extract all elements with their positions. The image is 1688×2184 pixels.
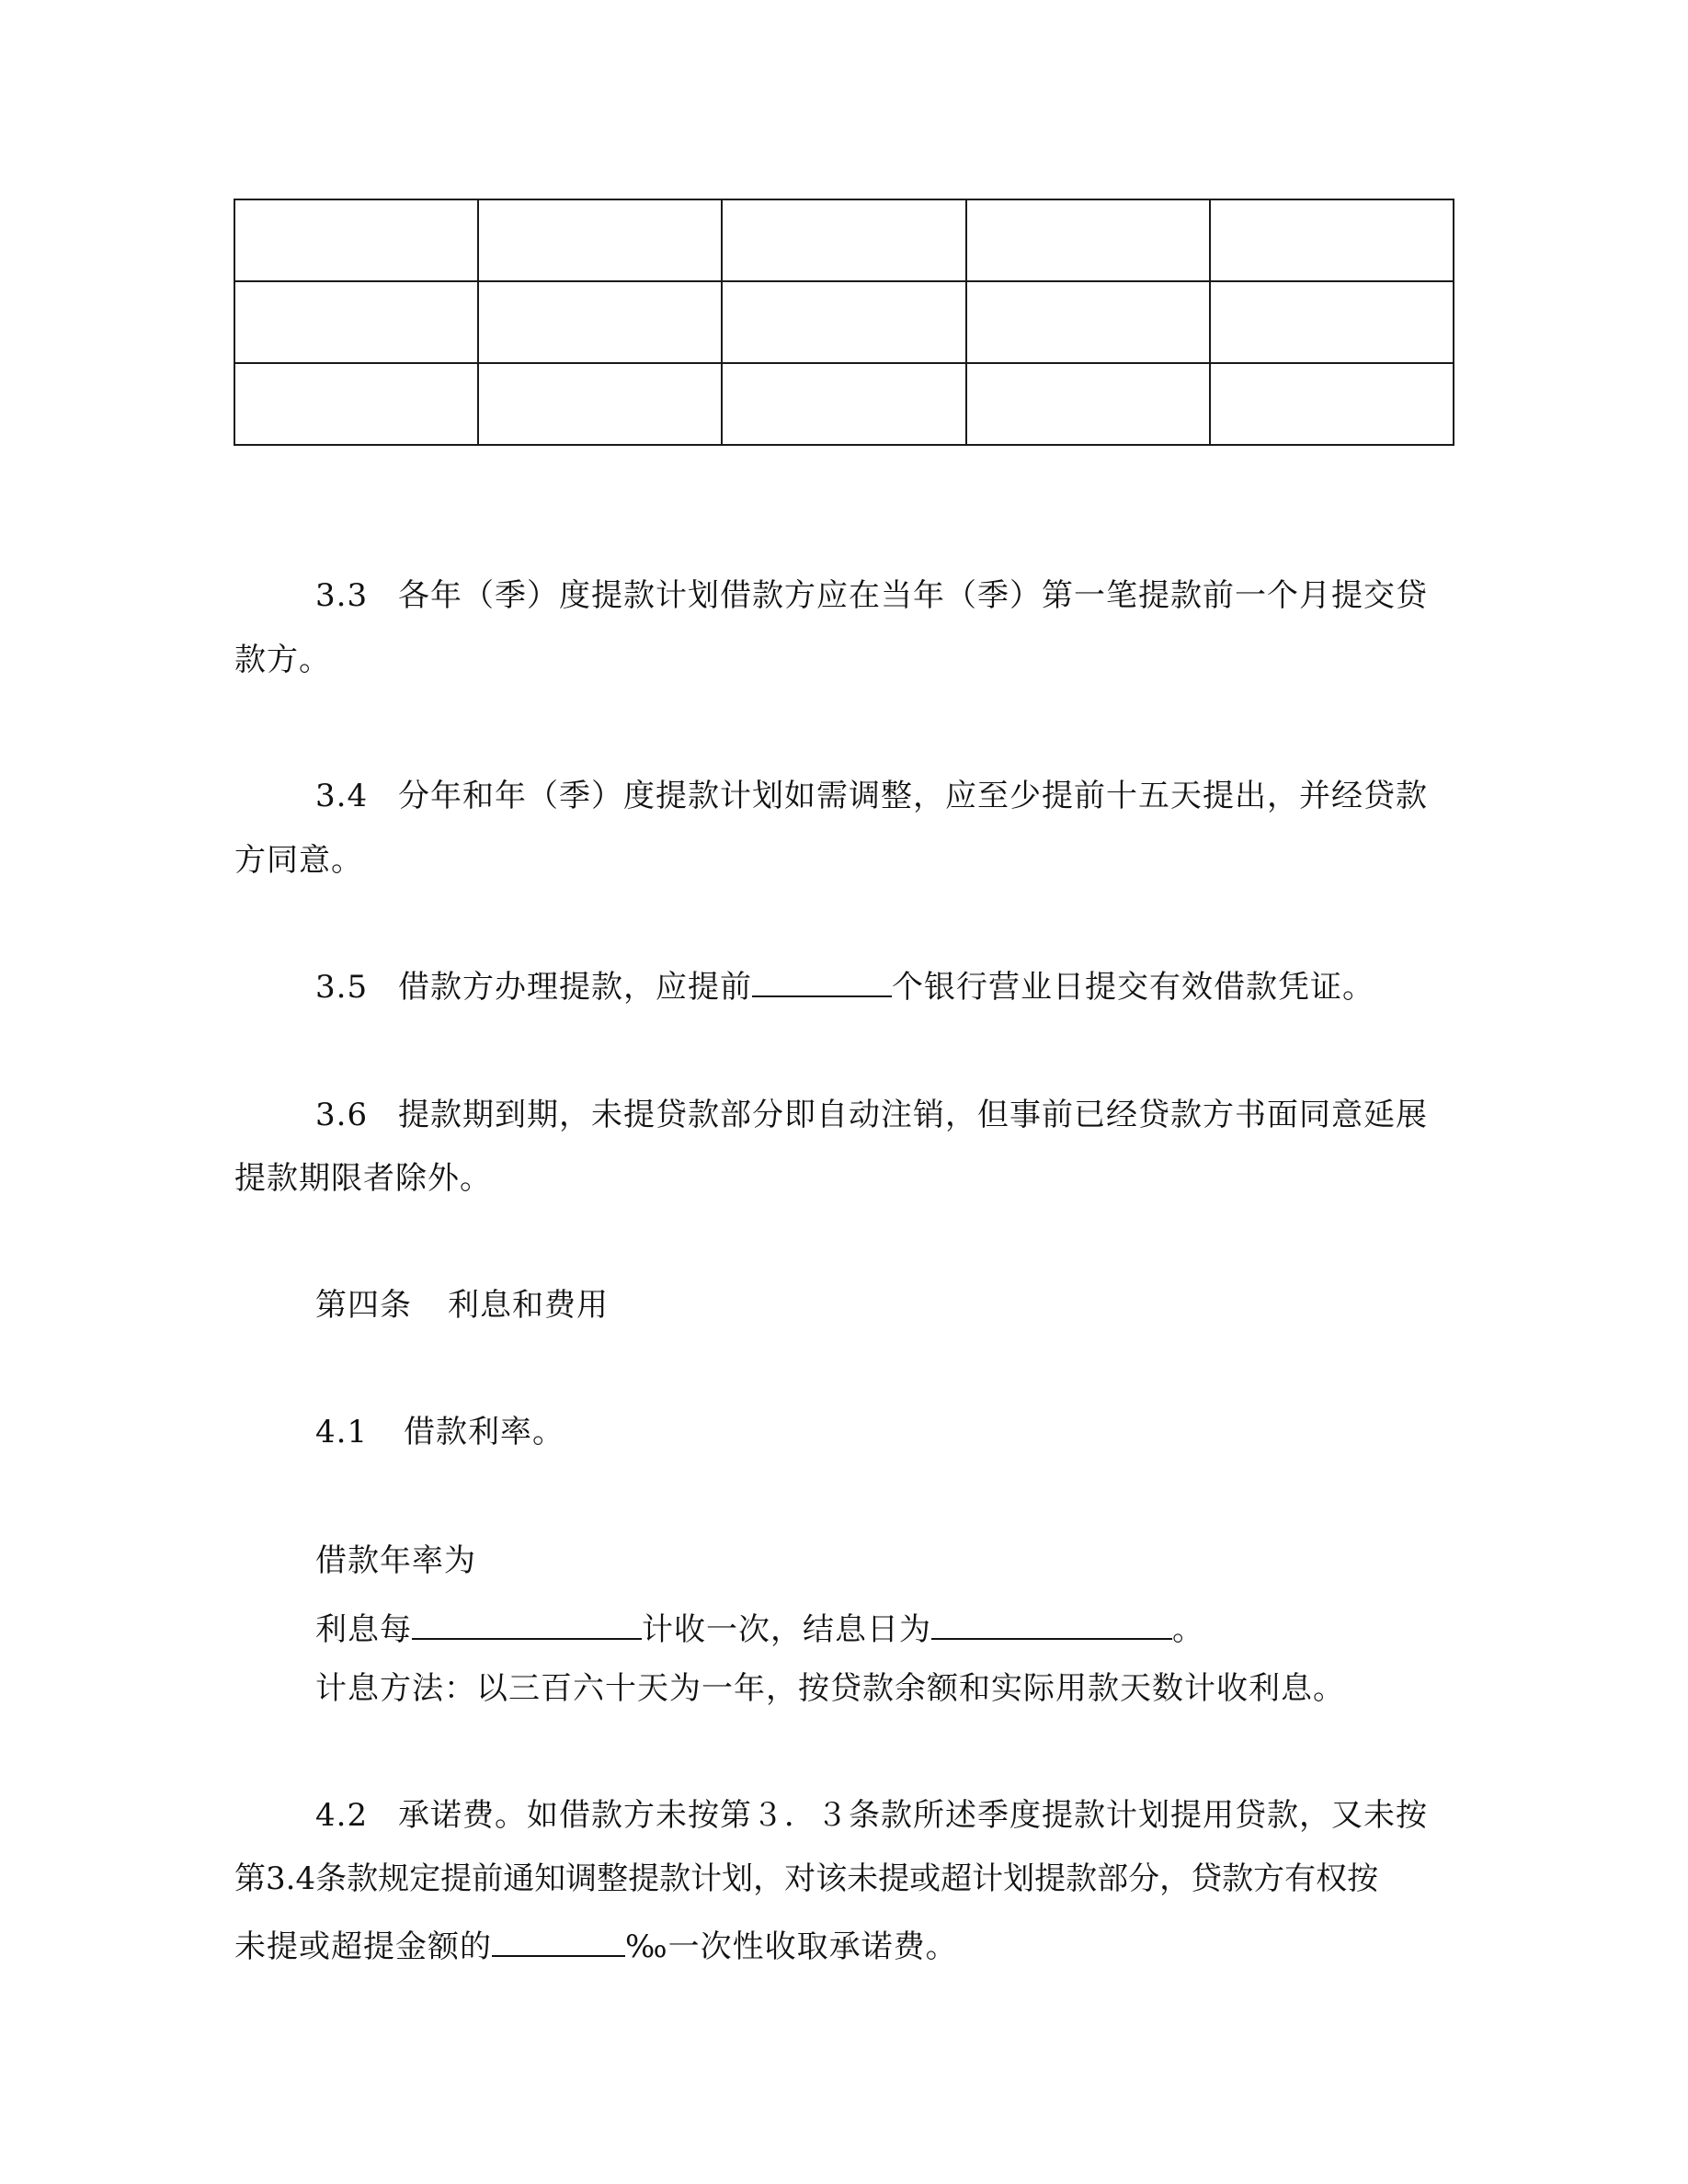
- table-cell: [478, 363, 722, 445]
- business-days-blank[interactable]: [752, 964, 892, 997]
- clause-3-6-line-2: 提款期限者除外。: [234, 1160, 492, 1197]
- annual-rate-label: 借款年率为: [315, 1542, 476, 1579]
- table-cell: [966, 199, 1210, 281]
- clause-number: 3.3: [315, 577, 369, 614]
- table-cell: [478, 281, 722, 363]
- table-row: [234, 199, 1454, 281]
- table-cell: [234, 363, 478, 445]
- table-cell: [722, 281, 965, 363]
- clause-text: 分年和年（季）度提款计划如需调整，应至少提前十五天提出，并经贷款: [398, 778, 1428, 814]
- clause-number: 3.5: [315, 969, 369, 1006]
- table-cell: [722, 363, 965, 445]
- table-cell: [478, 199, 722, 281]
- clause-text: 各年（季）度提款计划借款方应在当年（季）第一笔提款前一个月提交贷: [398, 577, 1428, 614]
- interest-prefix: 利息每: [315, 1611, 412, 1648]
- clause-3-4-line-1: [315, 778, 1428, 814]
- table-row: [234, 363, 1454, 445]
- clause-4-2-line-3: [234, 1924, 958, 1965]
- clause-3-6-line-1: [315, 1097, 1428, 1133]
- article-4-heading: [315, 1287, 609, 1324]
- clause-text-before: 未提或超提金额的: [234, 1928, 492, 1965]
- drawdown-plan-table: [234, 199, 1454, 446]
- clause-text: 提款期到期，未提贷款部分即自动注销，但事前已经贷款方书面同意延展: [398, 1097, 1428, 1133]
- clause-text-before: 借款方办理提款，应提前: [398, 969, 752, 1006]
- clause-text: 承诺费。如借款方未按第３．３条款所述季度提款计划提用贷款，又未按: [398, 1797, 1428, 1834]
- interest-end: 。: [1172, 1611, 1204, 1648]
- table-cell: [1210, 363, 1454, 445]
- clause-number: 3.4: [315, 778, 369, 814]
- table-cell: [722, 199, 965, 281]
- table-cell: [966, 281, 1210, 363]
- table-cell: [234, 281, 478, 363]
- commitment-fee-rate-blank[interactable]: [492, 1924, 625, 1957]
- article-title: 利息和费用: [448, 1287, 609, 1324]
- interest-schedule-line: [315, 1607, 1204, 1648]
- table-cell: [1210, 199, 1454, 281]
- clause-3-5: [315, 964, 1374, 1006]
- clause-number: 4.2: [315, 1797, 369, 1834]
- clause-4-2-line-1: [315, 1797, 1428, 1834]
- table-cell: [234, 199, 478, 281]
- clause-text-after: ‰一次性收取承诺费。: [625, 1928, 958, 1965]
- clause-title: 借款利率。: [404, 1414, 565, 1450]
- clause-3-4-line-2: 方同意。: [234, 842, 363, 879]
- settlement-date-blank[interactable]: [931, 1607, 1172, 1640]
- interest-period-blank[interactable]: [412, 1607, 642, 1640]
- interest-method-line: 计息方法：以三百六十天为一年，按贷款余额和实际用款天数计收利息。: [315, 1670, 1345, 1707]
- clause-4-1-heading: [315, 1414, 565, 1450]
- clause-3-3-line-1: [315, 577, 1428, 614]
- clause-number: 3.6: [315, 1097, 369, 1133]
- article-label: 第四条: [315, 1287, 412, 1324]
- clause-4-2-line-2: 第3.4条款规定提前通知调整提款计划，对该未提或超计划提款部分，贷款方有权按: [234, 1860, 1379, 1897]
- clause-text-after: 个银行营业日提交有效借款凭证。: [892, 969, 1374, 1006]
- table-cell: [1210, 281, 1454, 363]
- table-row: [234, 281, 1454, 363]
- interest-middle: 计收一次，结息日为: [642, 1611, 931, 1648]
- table-cell: [966, 363, 1210, 445]
- clause-number: 4.1: [315, 1414, 369, 1450]
- clause-3-3-line-2: 款方。: [234, 642, 331, 678]
